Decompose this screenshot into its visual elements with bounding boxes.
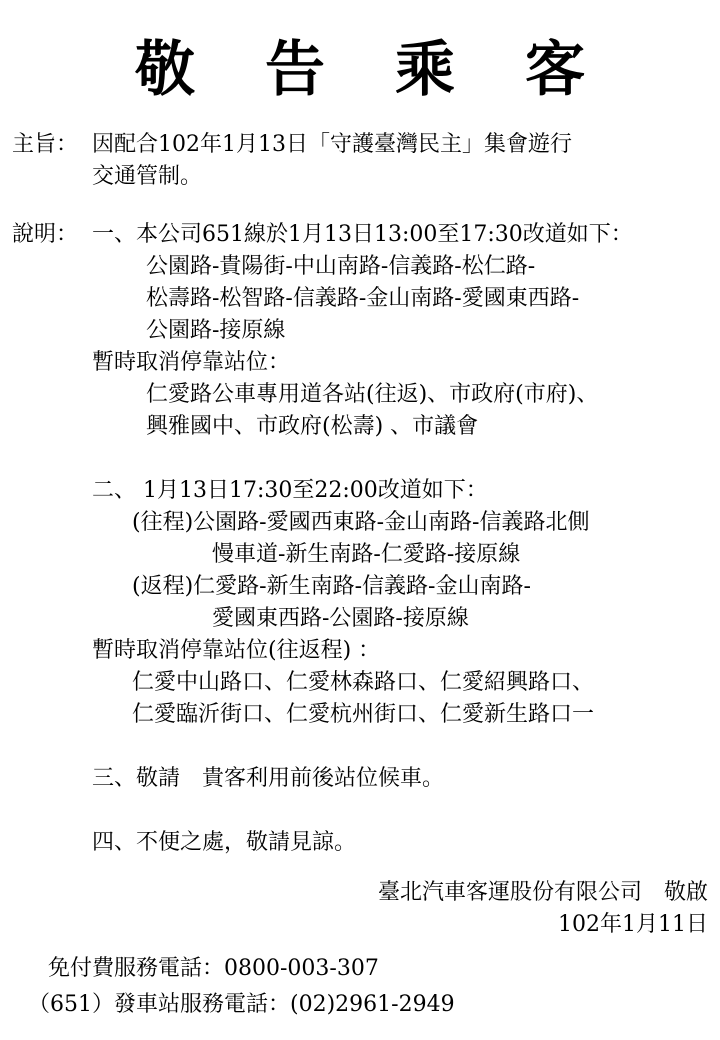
item1-suspend-label: 暫時取消停靠站位： [92, 350, 291, 375]
description-label: 說明： [12, 222, 79, 247]
item1-heading: 一、本公司651線於1月13日13:00至17:30改道如下： [92, 222, 633, 247]
item2-outbound-line: (往程)公園路-愛國西東路-金山南路-信義路北側 [132, 510, 590, 535]
item2-heading: 二、 1月13日17:30至22:00改道如下： [92, 478, 488, 503]
item4-text: 四、不便之處，敬請見諒。 [92, 830, 357, 855]
signature-company: 臺北汽車客運股份有限公司 敬啟 [377, 880, 708, 905]
item1-stops-line: 仁愛路公車專用道各站(往返)、市政府(市府)、 [146, 382, 599, 407]
item3-text: 三、敬請 貴客利用前後站位候車。 [92, 766, 445, 791]
item1-route-line: 松壽路-松智路-信義路-金山南路-愛國東西路- [146, 286, 580, 311]
subject-label: 主旨： [12, 132, 79, 157]
item2-outbound-line: 慢車道-新生南路-仁愛路-接原線 [212, 542, 521, 567]
item1-route-line: 公園路-接原線 [146, 318, 286, 343]
station-phone: （651）發車站服務電話：(02)2961-2949 [28, 992, 455, 1017]
item1-route-line: 公園路-貴陽街-中山南路-信義路-松仁路- [146, 254, 536, 279]
signature-date: 102年1月11日 [558, 912, 708, 937]
toll-free-phone: 免付費服務電話：0800-003-307 [48, 956, 379, 981]
subject-line-1: 因配合102年1月13日「守護臺灣民主」集會遊行 [92, 132, 572, 157]
subject-line-2: 交通管制。 [92, 164, 203, 189]
item2-inbound-line: 愛國東西路-公園路-接原線 [212, 606, 469, 631]
item1-stops-line: 興雅國中、市政府(松壽) 、市議會 [146, 414, 479, 439]
item2-stops-line: 仁愛中山路口、仁愛林森路口、仁愛紹興路口、 [132, 670, 595, 695]
item2-inbound-line: (返程)仁愛路-新生南路-信義路-金山南路- [132, 574, 531, 599]
page-title: 敬告乘客 [135, 35, 655, 105]
item2-suspend-label: 暫時取消停靠站位(往返程) ： [92, 638, 381, 663]
item2-stops-line: 仁愛臨沂街口、仁愛杭州街口、仁愛新生路口一 [132, 702, 595, 727]
